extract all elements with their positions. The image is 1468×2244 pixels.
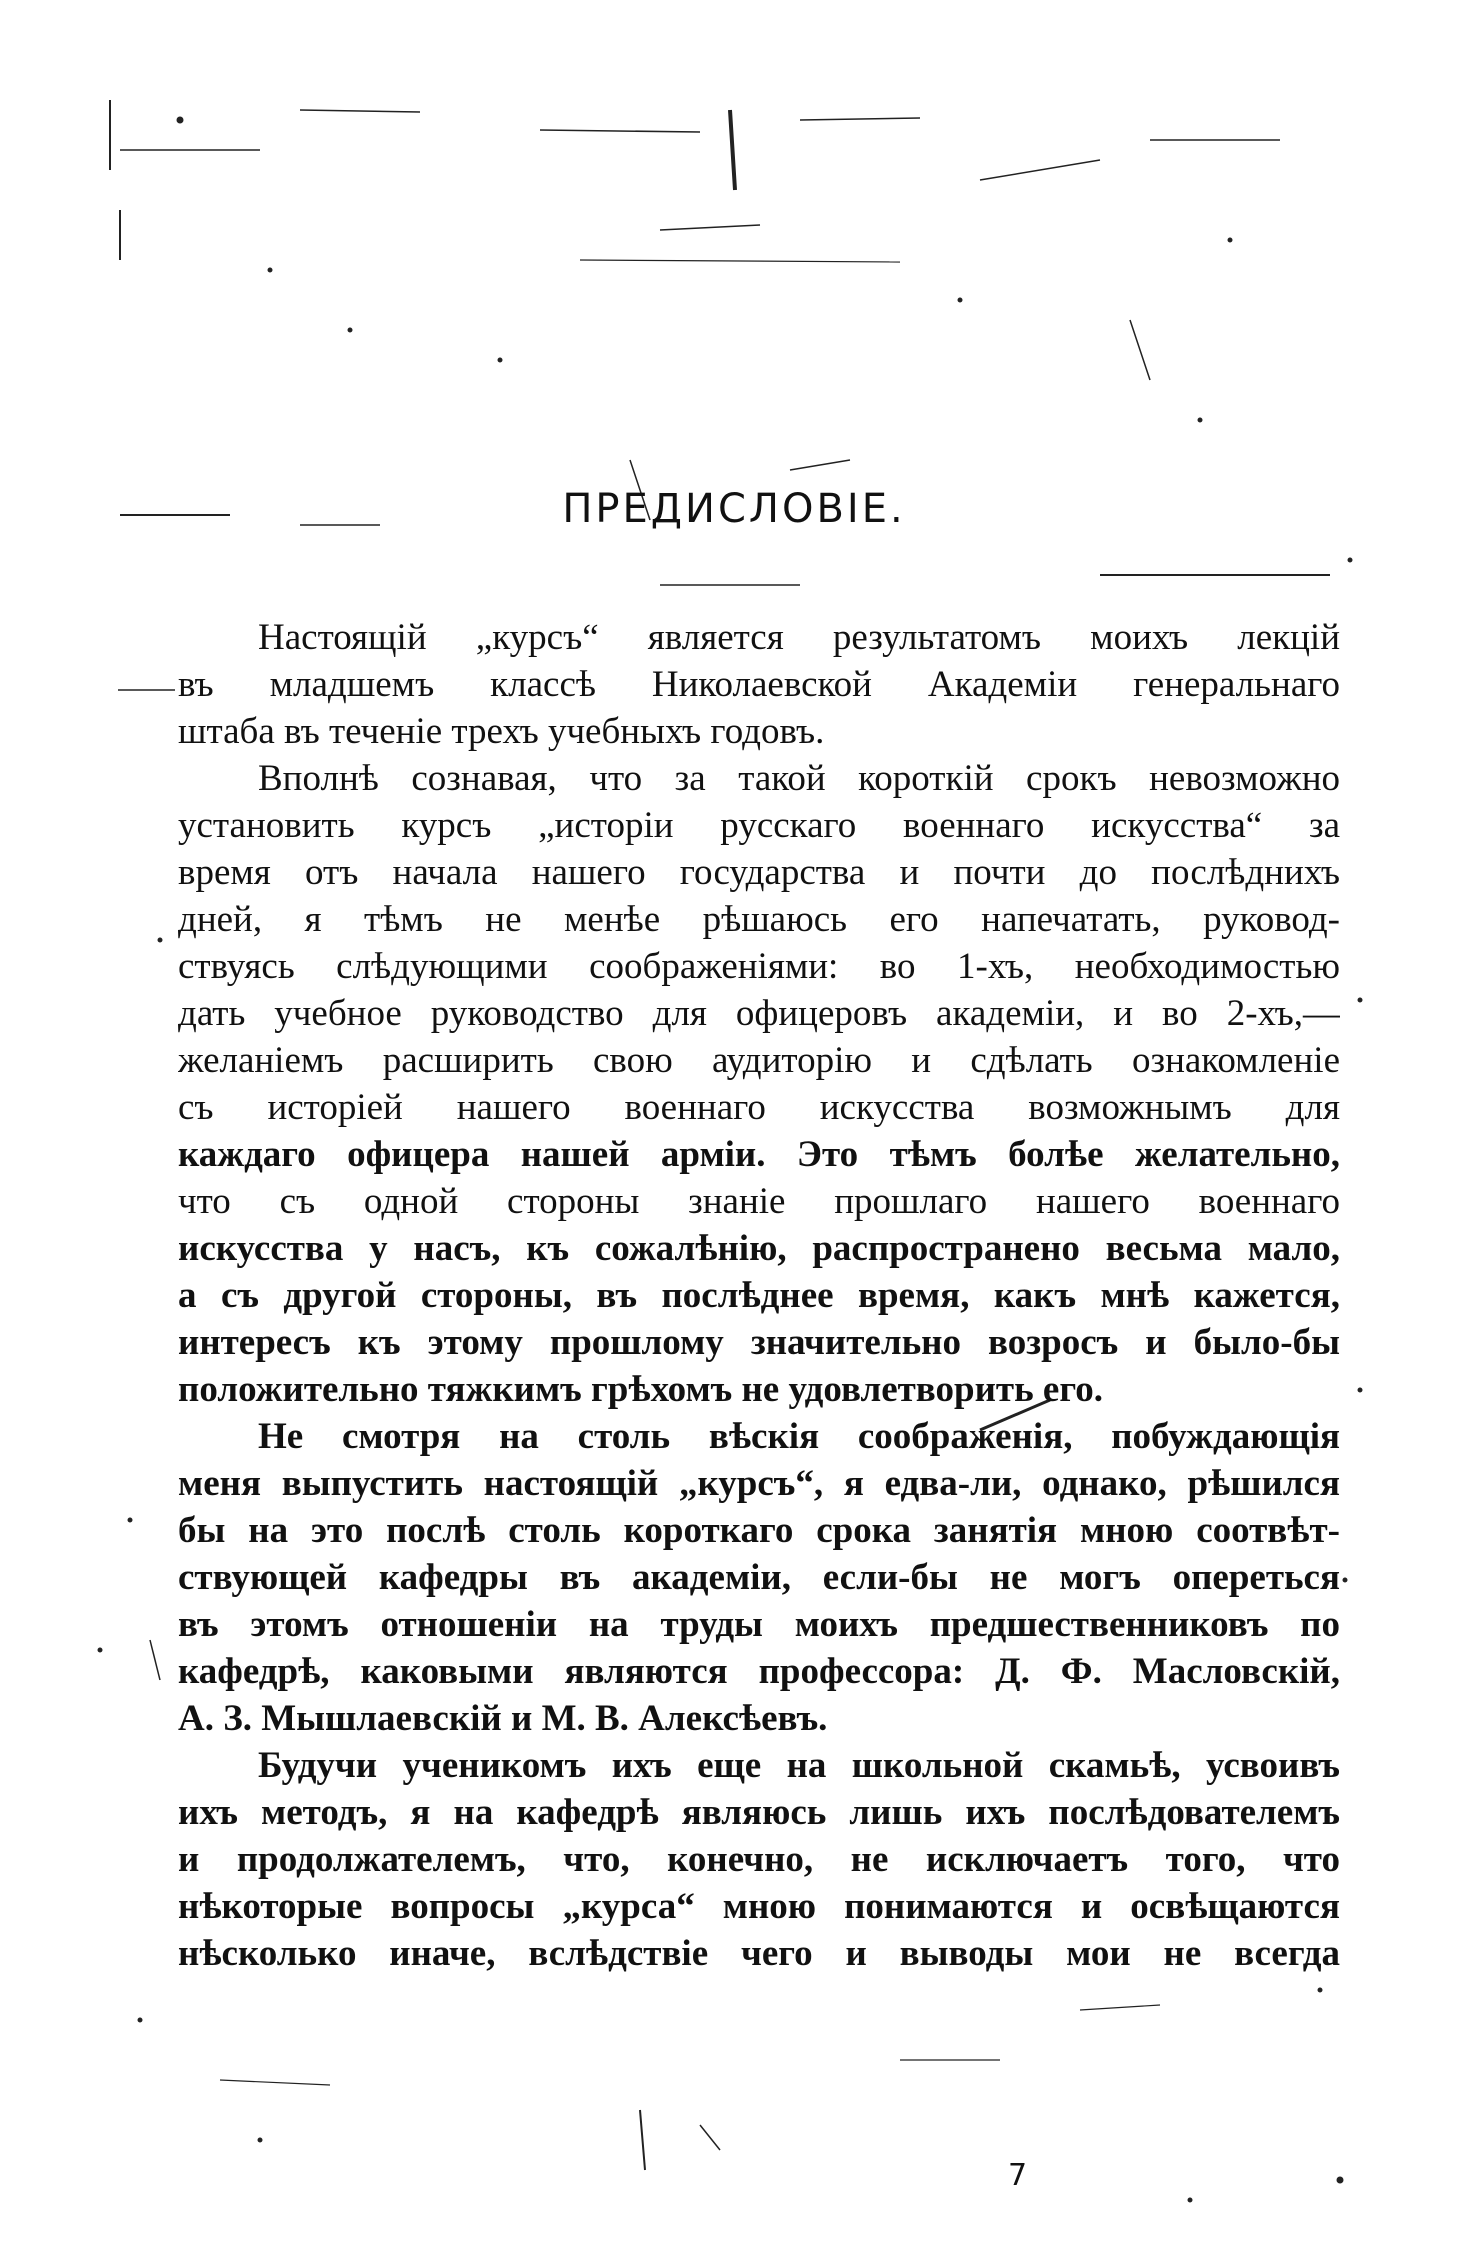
text-line: Не смотря на столь вѣскія соображенія, побуждающія bbox=[258, 1416, 1340, 1457]
page-number: 7 bbox=[1008, 2158, 1028, 2193]
text-line: положительно тяжкимъ грѣхомъ не удовлетворить его. bbox=[178, 1369, 1103, 1410]
text-line: искусства у насъ, къ сожалѣнію, распространено весьма мало, bbox=[178, 1228, 1340, 1269]
text-line: дней, я тѣмъ не менѣе рѣшаюсь его напечатать, руковод- bbox=[178, 899, 1340, 940]
paragraph-2 bbox=[178, 755, 1340, 1413]
text-line: установить курсъ „исторіи русскаго военнаго искусства“ за bbox=[178, 805, 1340, 846]
text-line: дать учебное руководство для офицеровъ академіи, и во 2-хъ,— bbox=[178, 993, 1340, 1034]
text-line: Будучи ученикомъ ихъ еще на школьной скамьѣ, усвоивъ bbox=[258, 1745, 1340, 1786]
text-line: Вполнѣ сознавая, что за такой короткій срокъ невозможно bbox=[258, 758, 1340, 799]
text-line: бы на это послѣ столь короткаго срока занятія мною соотвѣт- bbox=[178, 1510, 1340, 1551]
text-line: кафедрѣ, каковыми являются профессора: Д. Ф. Масловскій, bbox=[178, 1651, 1340, 1692]
text-line: нѣкоторые вопросы „курса“ мною понимаются и освѣщаются bbox=[178, 1886, 1340, 1927]
page-title: ПРЕДИСЛОВІЕ. bbox=[562, 486, 906, 532]
paragraph-1 bbox=[178, 614, 1340, 755]
text-line: интересъ къ этому прошлому значительно возросъ и было-бы bbox=[178, 1322, 1340, 1363]
text-line: ствующей кафедры въ академіи, если-бы не могъ опереться bbox=[178, 1557, 1340, 1598]
text-line: въ младшемъ классѣ Николаевской Академіи генеральнаго bbox=[178, 664, 1340, 705]
text-line: въ этомъ отношеніи на труды моихъ предшественниковъ по bbox=[178, 1604, 1340, 1645]
text-line: желаніемъ расширить свою аудиторію и сдѣлать ознакомленіе bbox=[178, 1040, 1340, 1081]
text-line: штаба въ теченіе трехъ учебныхъ годовъ. bbox=[178, 711, 825, 752]
text-line: и продолжателемъ, что, конечно, не исключаетъ того, что bbox=[178, 1839, 1340, 1880]
text-line: Настоящій „курсъ“ является результатомъ моихъ лекцій bbox=[258, 617, 1340, 658]
text-line: нѣсколько иначе, вслѣдствіе чего и выводы мои не всегда bbox=[178, 1933, 1340, 1974]
text-line: съ исторіей нашего военнаго искусства возможнымъ для bbox=[178, 1087, 1340, 1128]
text-line: ствуясь слѣдующими соображеніями: во 1-хъ, необходимостью bbox=[178, 946, 1340, 987]
text-line: время отъ начала нашего государства и почти до послѣднихъ bbox=[178, 852, 1340, 893]
text-line: а съ другой стороны, въ послѣднее время, какъ мнѣ кажется, bbox=[178, 1275, 1340, 1316]
preface-body bbox=[178, 614, 1340, 1977]
paragraph-3 bbox=[178, 1413, 1340, 1742]
text-line: каждаго офицера нашей арміи. Это тѣмъ болѣе желательно, bbox=[178, 1134, 1340, 1175]
text-line: ихъ методъ, я на кафедрѣ являюсь лишь ихъ послѣдователемъ bbox=[178, 1792, 1340, 1833]
text-line: меня выпустить настоящій „курсъ“, я едва-ли, однако, рѣшился bbox=[178, 1463, 1340, 1504]
text-line: что съ одной стороны знаніе прошлаго нашего военнаго bbox=[178, 1181, 1340, 1222]
text-line: А. З. Мышлаевскій и М. В. Алексѣевъ. bbox=[178, 1698, 828, 1739]
paragraph-4 bbox=[178, 1742, 1340, 1977]
